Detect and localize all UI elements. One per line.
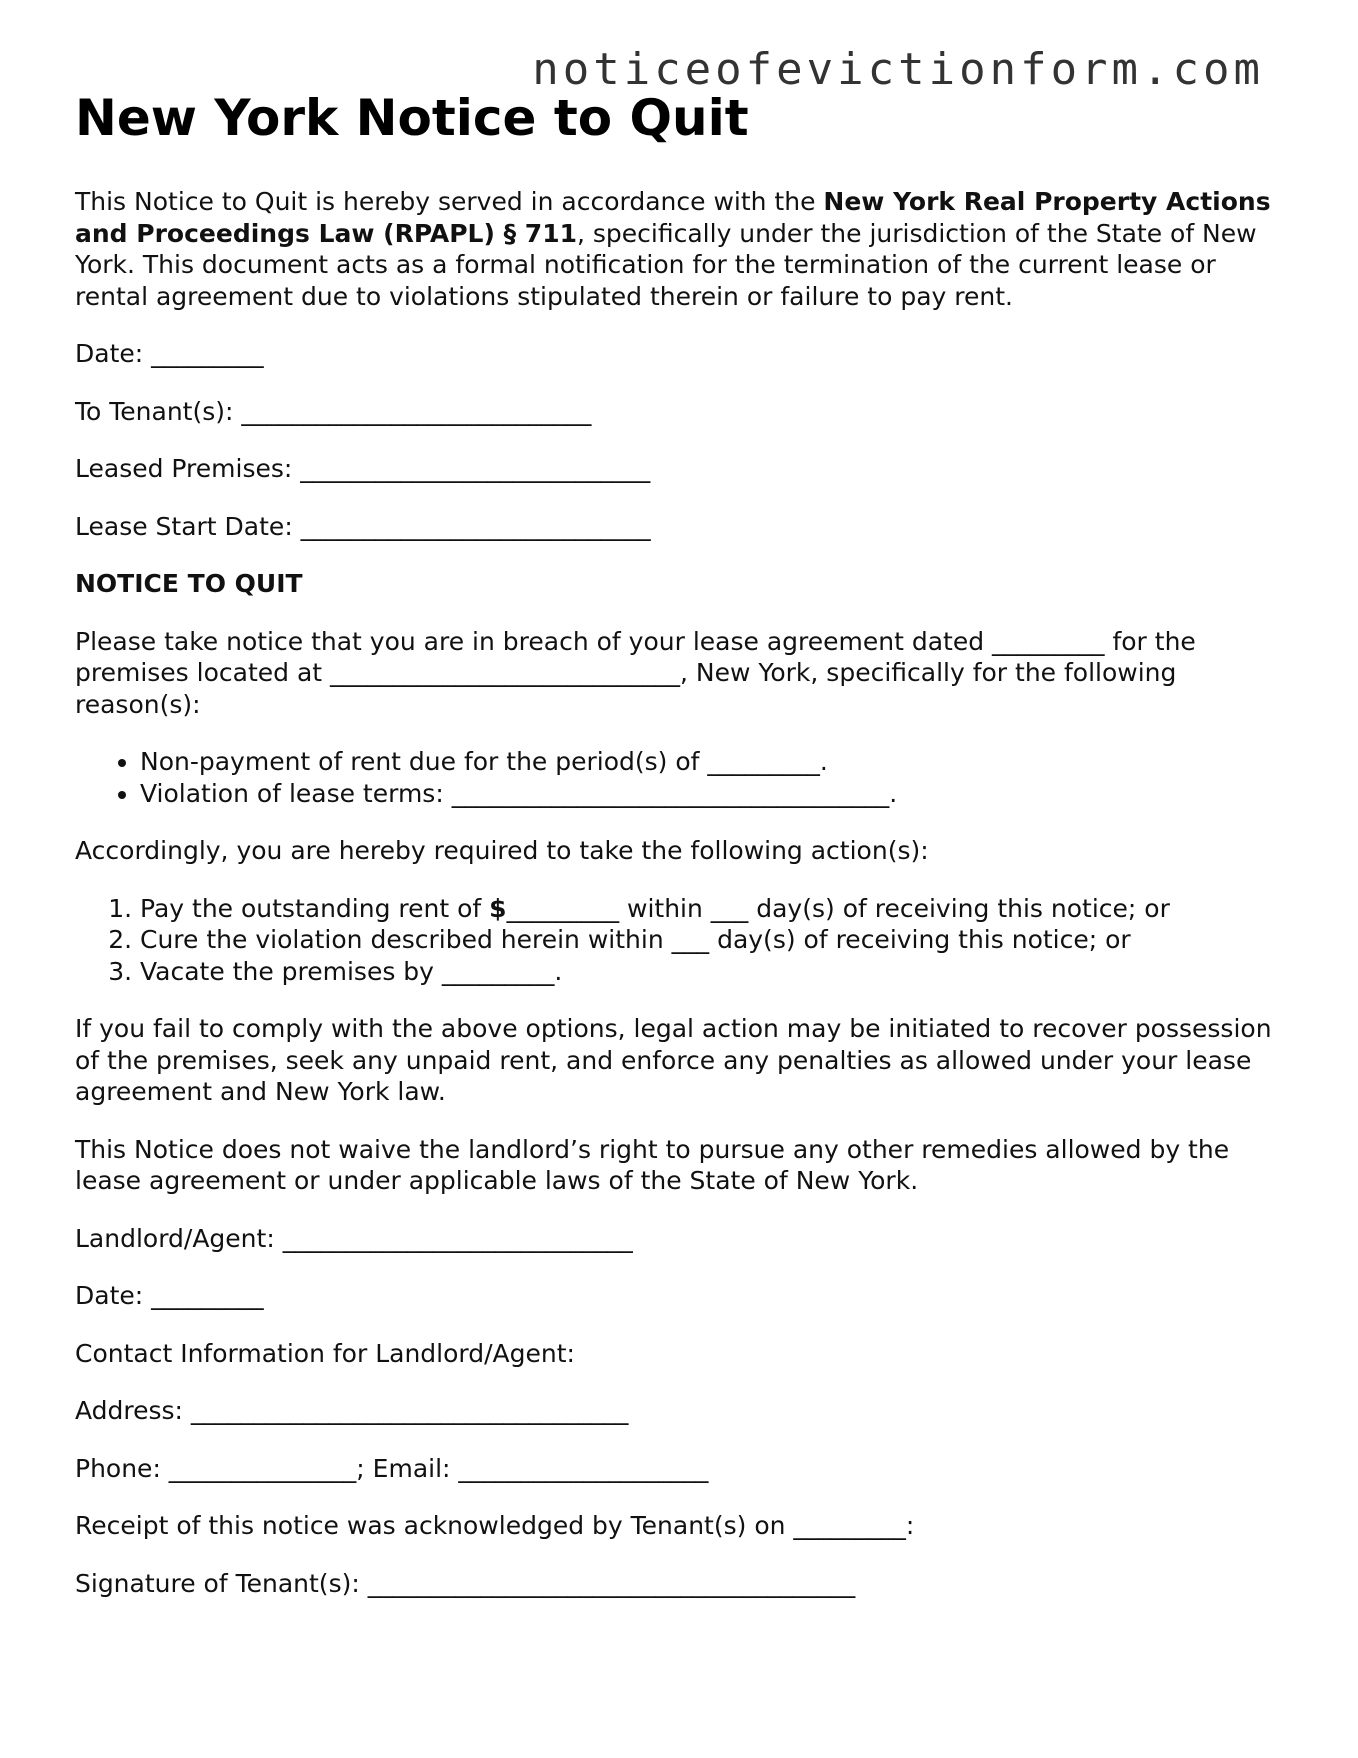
signature-field: Signature of Tenant(s): _______________________________________ (75, 1568, 856, 1598)
intro-text-1: This Notice to Quit is hereby served in accordance with the (75, 187, 824, 216)
phone-email-field: Phone: _______________; Email: ____________________ (75, 1453, 709, 1483)
action-pay-dollar: $ (489, 893, 507, 923)
reason-item-violation: • Violation of lease terms: ___________________________________. (140, 778, 1285, 810)
landlord-date-field: Date: _________ (75, 1281, 264, 1310)
notice-heading: NOTICE TO QUIT (75, 569, 303, 598)
action-item-vacate: 3. Vacate the premises by _________. (140, 956, 1285, 988)
breach-paragraph: Please take notice that you are in breach of your lease agreement dated _________ for the premises located at ____________________________, New York, specifically for the following reason(s): (75, 626, 1196, 719)
site-watermark: noticeofevictionform.com (532, 44, 1264, 95)
action-item-pay (140, 893, 1285, 925)
lease-start-field: Lease Start Date: ____________________________ (75, 511, 651, 541)
action-pay-text-1: Pay the outstanding rent of (140, 893, 490, 923)
actions-list (75, 893, 1285, 988)
intro-paragraph (75, 186, 1285, 312)
premises-field: Leased Premises: ____________________________ (75, 454, 651, 483)
reasons-list (75, 746, 1285, 809)
document-page (75, 88, 1285, 1625)
address-field: Address: ___________________________________ (75, 1396, 629, 1425)
failure-paragraph: If you fail to comply with the above options, legal action may be initiated to recover possession of the premises, seek any unpaid rent, and enforce any penalties as allowed under your lease agreement and New York law. (75, 1014, 1272, 1106)
date-field: Date: _________ (75, 339, 264, 368)
action-item-cure: 2. Cure the violation described herein within ___ day(s) of receiving this notice; or (140, 924, 1285, 956)
waiver-paragraph: This Notice does not waive the landlord’s right to pursue any other remedies allowed by the lease agreement or under applicable laws of the State of New York. (75, 1134, 1230, 1195)
contact-heading: Contact Information for Landlord/Agent: (75, 1338, 575, 1368)
intro-law-citation: New York Real Property Actions and Proceedings Law (RPAPL) § 711 (75, 187, 1271, 248)
intro-text-2: , specifically under the jurisdiction of the State of New York. This document acts as a formal notification for the termination of the current lease or rental agreement due to violations stipulated therein or failure to pay rent. (75, 218, 1257, 311)
document-title: New York Notice to Quit (75, 89, 749, 147)
reason-item-nonpayment: • Non-payment of rent due for the period(s) of _________. (140, 746, 1285, 778)
tenants-field: To Tenant(s): ____________________________ (75, 396, 592, 426)
actions-intro: Accordingly, you are hereby required to take the following action(s): (75, 836, 929, 865)
receipt-field: Receipt of this notice was acknowledged by Tenant(s) on _________: (75, 1511, 915, 1540)
action-pay-text-2: _________ within ___ day(s) of receiving this notice; or (506, 893, 1170, 923)
landlord-field: Landlord/Agent: ____________________________ (75, 1223, 633, 1253)
